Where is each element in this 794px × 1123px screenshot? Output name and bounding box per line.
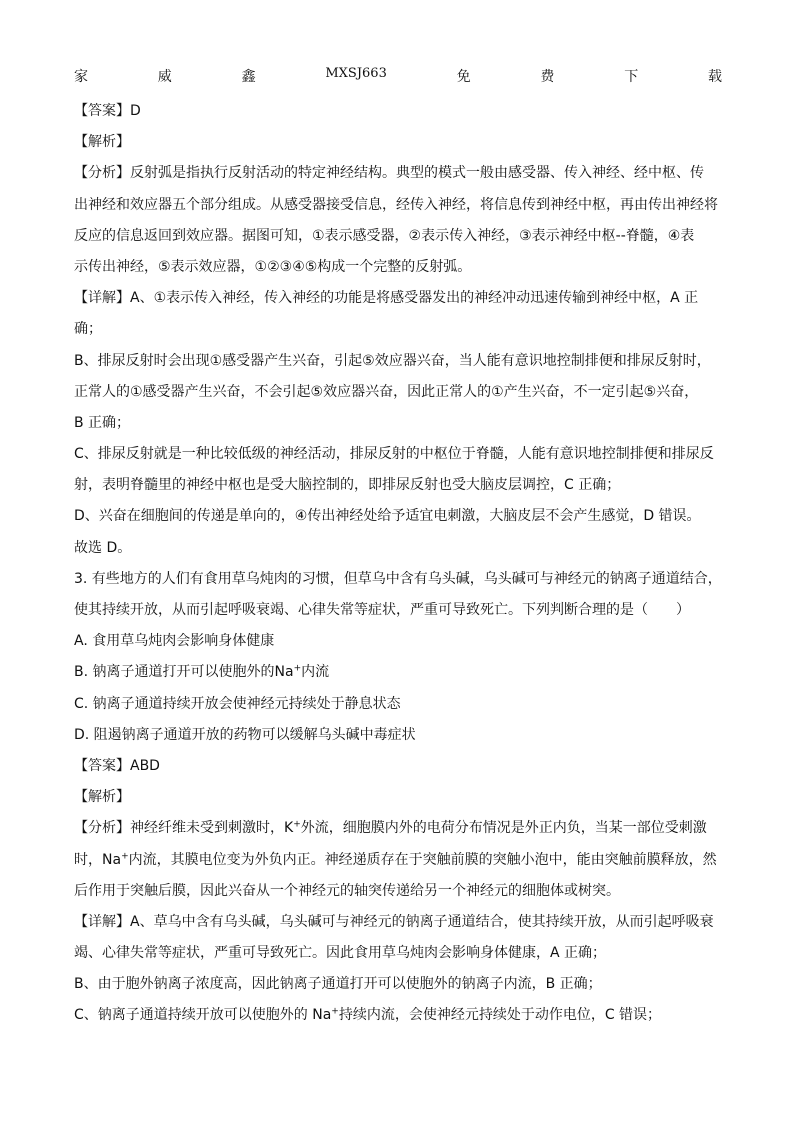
q2-detail-line: 正常人的①感受器产生兴奋，不会引起⑤效应器兴奋，因此正常人的①产生兴奋，不一定引起⑤兴奋， [74, 383, 699, 400]
q2-detail-line: D、兴奋在细胞间的传递是单向的，④传出神经处给予适宜电刺激，大脑皮层不会产生感觉，D 错误。 [74, 508, 701, 525]
q3-jiexi-heading: 【解析】 [74, 789, 130, 806]
q3-analysis-line: 后作用于突触后膜，因此兴奋从一个神经元的轴突传递给另一个神经元的细胞体或树突。 [74, 882, 620, 899]
q3-detail-text: C、钠离子通道持续开放可以使胞外的 Na [74, 1007, 332, 1024]
q3-detail-line: 【详解】A、草乌中含有乌头碱，乌头碱可与神经元的钠离子通道结合，使其持续开放，从而引起呼吸衰 [74, 913, 714, 930]
header-char: 免 [456, 69, 471, 85]
superscript-plus: + [293, 663, 302, 674]
q3-analysis-text: 【分析】神经纤维未受到刺激时，K [74, 820, 294, 837]
q2-detail-line: C、排尿反射就是一种比较低级的神经活动，排尿反射的中枢位于脊髓，人能有意识地控制排便和排尿反 [74, 446, 714, 463]
q3-analysis-line [74, 845, 722, 876]
header-char: 家 [74, 69, 88, 85]
q3-detail-text-end: 持续内流，会使神经元持续处于动作电位，C 错误； [338, 1007, 662, 1024]
q3-analysis-text: 时，Na [74, 851, 122, 868]
q2-jiexi-heading: 【解析】 [74, 134, 130, 151]
q3-option-a: A. 食用草乌炖肉会影响身体健康 [74, 633, 275, 650]
q3-option-c: C. 钠离子通道持续开放会使神经元持续处于静息状态 [74, 695, 401, 712]
q3-option-b-text: B. 钠离子通道打开可以使胞外的Na [74, 664, 294, 681]
q3-analysis-text-end: 内流，其膜电位变为外负内正。神经递质存在于突触前膜的突触小泡中，能由突触前膜释放，然 [128, 851, 717, 868]
header-char: 下 [624, 69, 639, 85]
q2-detail-line: 确； [74, 321, 102, 338]
page-header-watermark [74, 66, 722, 88]
q3-detail-line: 竭、心律失常等症状，严重可导致死亡。因此食用草乌炖肉会影响身体健康，A 正确； [74, 945, 607, 962]
superscript-plus: + [293, 819, 301, 830]
q3-option-b-text-end: 内流 [301, 664, 330, 681]
q2-analysis-line: 【分析】反射弧是指执行反射活动的特定神经结构。典型的模式一般由感受器、传入神经、经中枢、传 [74, 165, 704, 182]
q3-detail-line [74, 1000, 722, 1031]
q3-option-b [74, 657, 722, 688]
q2-analysis-line: 示传出神经，⑤表示效应器，①②③④⑤构成一个完整的反射弧。 [74, 258, 472, 275]
q3-stem-line: 使其持续开放，从而引起呼吸衰竭、心律失常等症状，严重可导致死亡。下列判断合理的是（ ） [74, 602, 690, 618]
q3-analysis-line [74, 813, 722, 844]
header-char: 威 [157, 69, 172, 85]
superscript-plus: + [121, 850, 129, 861]
header-code: MXSJ663 [325, 66, 387, 81]
q3-stem-line: 3. 有些地方的人们有食用草乌炖肉的习惯，但草乌中含有乌头碱，乌头碱可与神经元的钠离子通道结合， [74, 570, 722, 587]
q3-analysis-text-end: 外流，细胞膜内外的电荷分布情况是外正内负，当某一部位受刺激 [300, 820, 707, 837]
q2-analysis-line: 反应的信息返回到效应器。据图可知，①表示感受器，②表示传入神经，③表示神经中枢--脊髓，④表 [74, 227, 695, 244]
q3-option-d: D. 阻遏钠离子通道开放的药物可以缓解乌头碱中毒症状 [74, 726, 416, 743]
q2-detail-line: 射，表明脊髓里的神经中枢也是受大脑控制的，即排尿反射也受大脑皮层调控，C 正确； [74, 477, 621, 494]
q2-detail-line: B、排尿反射时会出现①感受器产生兴奋，引起⑤效应器兴奋，当人能有意识地控制排便和排尿反射时， [74, 352, 711, 369]
q2-detail-line: 【详解】A、①表示传入神经，传入神经的功能是将感受器发出的神经冲动迅速传输到神经中枢，A 正 [74, 290, 699, 307]
superscript-plus: + [331, 1006, 339, 1017]
q2-analysis-line: 出神经和效应器五个部分组成。从感受器接受信息，经传入神经，将信息传到神经中枢，再由传出神经将 [74, 196, 718, 213]
q3-answer: 【答案】ABD [74, 757, 160, 774]
header-char: 载 [707, 69, 722, 85]
q2-detail-line: B 正确； [74, 414, 131, 431]
q3-detail-line: B、由于胞外钠离子浓度高，因此钠离子通道打开可以使胞外的钠离子内流，B 正确； [74, 976, 602, 993]
document-body [74, 96, 722, 1032]
q2-answer: 【答案】D [74, 103, 141, 119]
q2-detail-line: 故选 D。 [74, 539, 132, 556]
header-char: 费 [540, 69, 555, 85]
header-char: 鑫 [241, 69, 256, 85]
